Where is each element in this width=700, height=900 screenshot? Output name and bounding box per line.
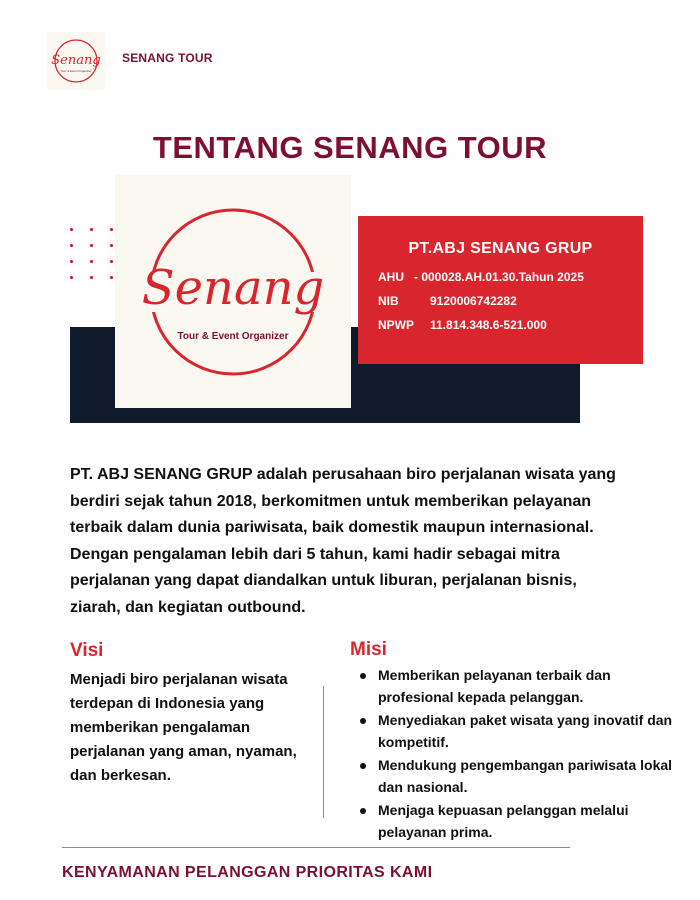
company-row-nib xyxy=(378,294,643,308)
column-divider xyxy=(323,686,324,818)
page-title: TENTANG SENANG TOUR xyxy=(152,130,548,165)
logo-card xyxy=(115,175,351,408)
misi-item: Memberikan pelayanan terbaik dan profesional kepada pelanggan. xyxy=(356,665,676,708)
misi-item: Mendukung pengembangan pariwisata lokal dan nasional. xyxy=(356,755,676,798)
misi-item: Menjaga kepuasan pelanggan melalui pelayanan prima. xyxy=(356,800,676,843)
logo-tagline: Tour & Event Organizer xyxy=(177,330,289,342)
logo-emblem xyxy=(133,192,333,392)
company-row-ahu xyxy=(378,270,643,284)
company-name: PT.ABJ SENANG GRUP xyxy=(408,240,593,257)
about-paragraph: PT. ABJ SENANG GRUP adalah perusahaan biro perjalanan wisata yang berdiri sejak tahun 2018, berkomitmen untuk memberikan pelayanan terbaik dalam dunia pariwisata, baik domestik maupun internasional. Dengan pengalaman lebih dari 5 tahun, kami hadir sebagai mitra perjalanan yang dapat diandalkan untuk liburan, perjalanan bisnis, ziarah, dan kegiatan outbound. xyxy=(70,466,616,616)
logo-wordmark: Senang xyxy=(141,259,325,316)
company-row-label: AHU xyxy=(378,270,404,284)
logo-small-wordmark: Senang xyxy=(51,53,101,68)
company-row-label: NIB xyxy=(378,294,399,308)
misi-item: Menyediakan paket wisata yang inovatif dan kompetitif. xyxy=(356,710,676,753)
brand-logo-small xyxy=(47,32,105,90)
brand-name: SENANG TOUR xyxy=(122,51,213,65)
footer-divider xyxy=(62,847,570,848)
visi-heading: Visi xyxy=(70,640,104,661)
logo-small-tagline: Tour & Event Organizer xyxy=(60,69,92,73)
company-row-npwp xyxy=(378,318,643,332)
logo-small-emblem xyxy=(48,33,104,89)
misi-list xyxy=(356,665,676,845)
misi-heading: Misi xyxy=(350,639,387,660)
visi-text: Menjadi biro perjalanan wisata terdepan di Indonesia yang memberikan pengalaman perjalanan yang aman, nyaman, dan berkesan. xyxy=(70,671,297,784)
company-row-value: 11.814.348.6-521.000 xyxy=(430,318,547,332)
company-row-value: - 000028.AH.01.30.Tahun 2025 xyxy=(414,270,584,284)
company-row-value: 9120006742282 xyxy=(430,294,517,308)
company-info-box xyxy=(358,216,643,364)
footer-slogan: KENYAMANAN PELANGGAN PRIORITAS KAMI xyxy=(62,864,433,881)
company-row-label: NPWP xyxy=(378,318,414,332)
